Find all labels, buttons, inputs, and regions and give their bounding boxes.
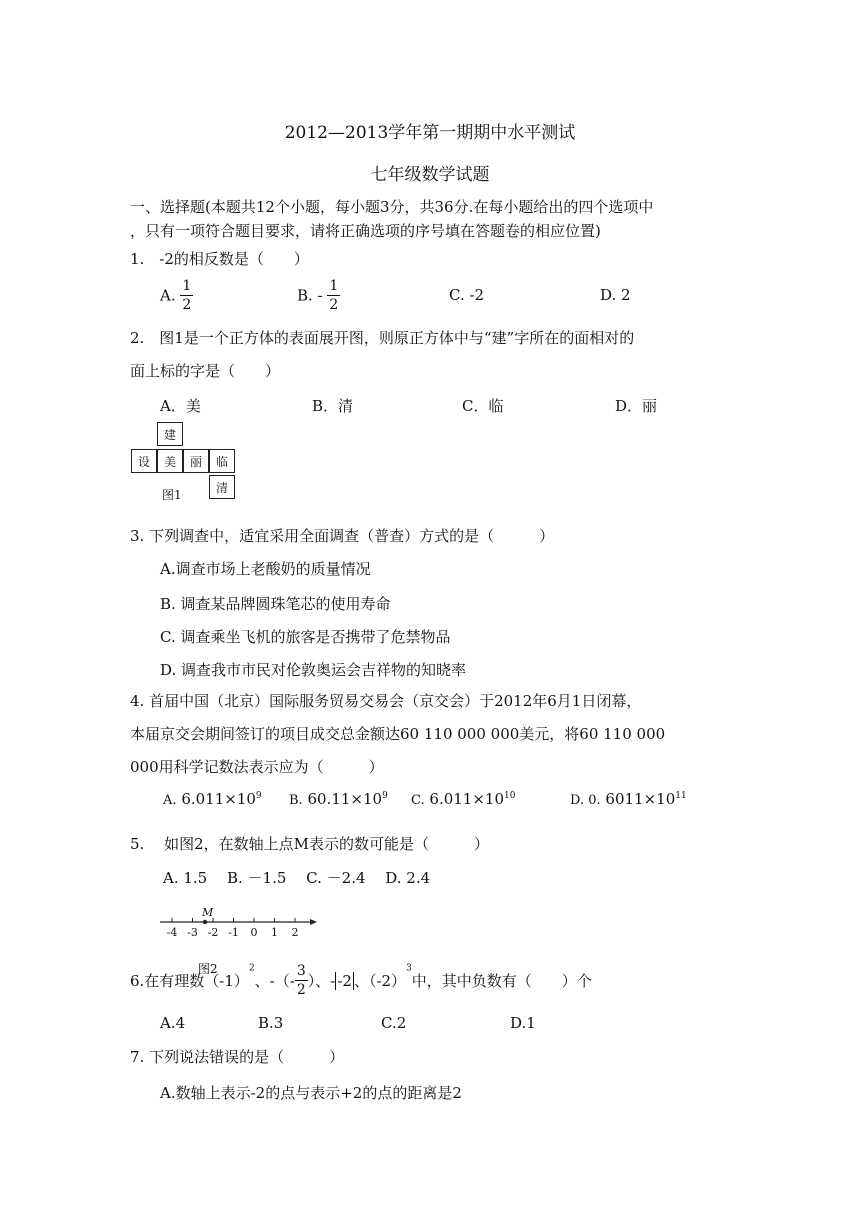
q1-option-c: C. -2 [449, 286, 485, 304]
q4-option-c: C. $6.011\times 10^{10}$ [411, 790, 516, 808]
q3-option-b: B. 调查某品牌圆珠笔芯的使用寿命 [160, 595, 391, 613]
q6-option-d: D.1 [510, 1014, 536, 1032]
section-instructions-line2: ，只有一项符合题目要求，请将正确选项的序号填在答题卷的相应位置) [130, 222, 601, 240]
net-cell-bottom: 清 [209, 475, 235, 499]
net-cell: 临 [209, 449, 235, 473]
page-title: 2012—2013学年第一期期中水平测试 [284, 123, 576, 143]
page-subtitle: 七年级数学试题 [370, 165, 490, 185]
section-instructions-line1: 一、选择题(本题共12个小题，每小题3分，共36分.在每小题给出的四个选项中 [130, 198, 654, 216]
net-cell-top: 建 [157, 422, 183, 446]
q1-option-d: D. 2 [600, 286, 631, 304]
number-line-tick-label: -1 [228, 926, 239, 939]
q4-stem-line1: 4. 首届中国（北京）国际服务贸易交易会（京交会）于2012年6月1日闭幕， [130, 692, 642, 710]
q4-option-b: B. $60.11\times 10^9$ [289, 790, 388, 808]
q1-option-b: B. - $\frac{1}{2}$ [297, 278, 339, 313]
q1-stem: 1. -2的相反数是（ ） [130, 250, 309, 268]
q4-option-a: A. $6.011\times 10^9$ [163, 790, 262, 808]
figure-1-caption: 图1 [162, 488, 182, 502]
net-cell: 美 [157, 449, 183, 473]
number-line-tick-label: 1 [271, 926, 278, 939]
net-cell: 设 [131, 449, 157, 473]
q1-option-a: A. $\frac{1}{2}$ [160, 278, 192, 313]
number-line-tick-label: -2 [207, 926, 219, 939]
number-line-figure [160, 908, 320, 948]
q5-options: A. 1.5 B. －1.5 C. －2.4 D. 2.4 [163, 869, 431, 887]
q6-option-c: C.2 [381, 1014, 407, 1032]
number-line-tick-label: 0 [250, 926, 258, 939]
q6-stem: 6.在有理数$(-1)^2$、-（- $\frac{3}{2}$ ）、- -2 、$(-2)^3$中，其中负数有（ ）个 [130, 963, 592, 998]
point-m [203, 920, 207, 924]
q5-stem: 5. 如图2，在数轴上点M表示的数可能是（ ） [130, 835, 489, 853]
number-line-tick-label: -3 [187, 926, 198, 939]
q2-option-b: B．清 [312, 397, 354, 415]
number-line-arrow [310, 919, 317, 925]
q2-stem-line1: 2. 图1是一个正方体的表面展开图，则原正方体中与“建”字所在的面相对的 [130, 329, 635, 347]
q3-stem: 3. 下列调查中，适宜采用全面调查（普查）方式的是（ ） [130, 527, 555, 545]
q4-stem-line2: 本届京交会期间签订的项目成交总金额达60 110 000 000美元，将60 110 000 [130, 725, 666, 743]
point-m-label: M [202, 906, 214, 919]
q3-option-c: C. 调查乘坐飞机的旅客是否携带了危禁物品 [160, 628, 451, 646]
number-line-tick-label: -4 [166, 926, 178, 939]
q6-option-b: B.3 [258, 1014, 284, 1032]
q2-option-c: C．临 [462, 397, 504, 415]
figure-2-caption: 图2 [198, 962, 218, 976]
q2-stem-line2: 面上标的字是（ ） [130, 362, 281, 380]
q7-option-a: A.数轴上表示-2的点与表示+2的点的距离是2 [160, 1084, 462, 1102]
q6-option-a: A.4 [160, 1014, 186, 1032]
q3-option-d: D. 调查我市市民对伦敦奥运会吉祥物的知晓率 [160, 661, 467, 679]
q4-stem-line3: 000用科学记数法表示应为（ ） [130, 758, 384, 776]
q3-option-a: A.调查市场上老酸奶的质量情况 [160, 560, 371, 578]
cube-net-figure [130, 420, 240, 500]
q7-stem: 7. 下列说法错误的是（ ） [130, 1048, 345, 1066]
q2-option-a: A．美 [160, 397, 201, 415]
q4-option-d: D. 0. $6011\times 10^{11}$ [570, 790, 687, 808]
q2-option-d: D．丽 [615, 397, 658, 415]
number-line-tick-label: 2 [291, 926, 299, 939]
net-cell: 丽 [183, 449, 209, 473]
